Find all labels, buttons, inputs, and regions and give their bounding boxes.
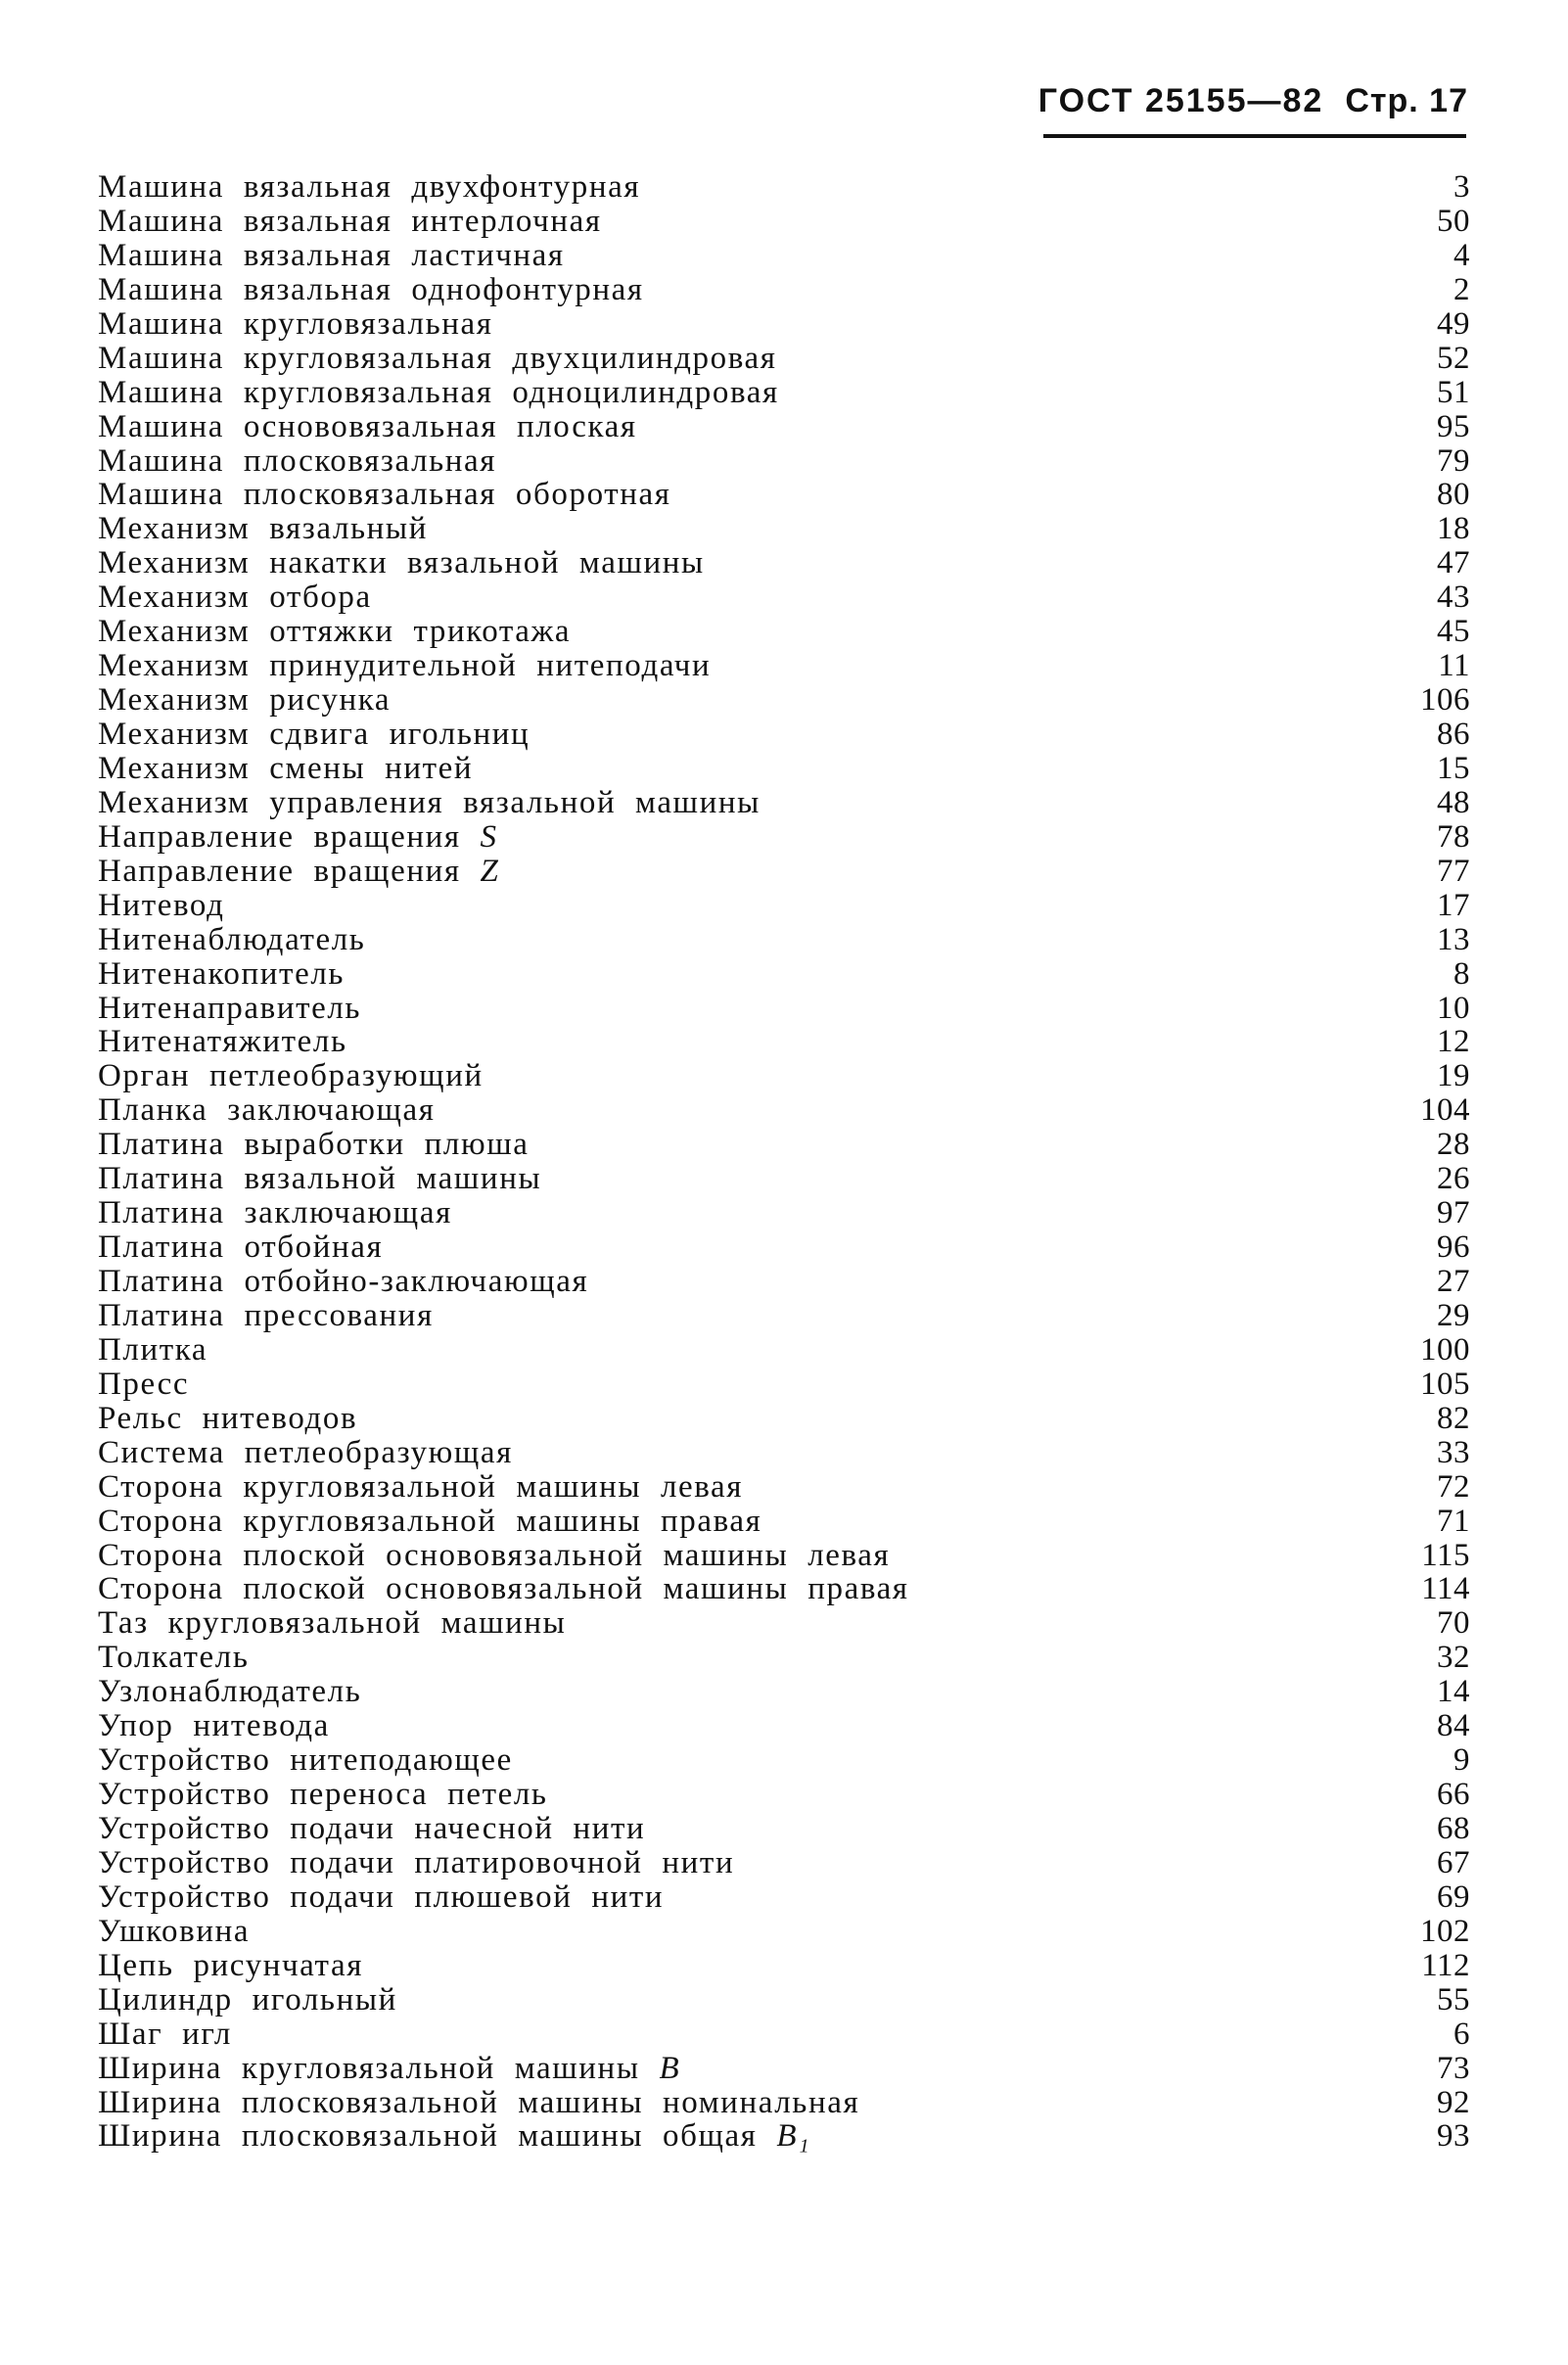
index-term: Платина отбойно-заключающая: [98, 1264, 589, 1299]
index-page-ref: 49: [1437, 305, 1470, 342]
index-term: Устройство подачи начесной нити: [98, 1811, 646, 1846]
index-entry: [98, 1230, 1470, 1265]
index-entry: [98, 273, 1470, 307]
index-page-ref: 26: [1437, 1161, 1470, 1197]
index-entry: [98, 307, 1470, 342]
index-page-ref: 93: [1437, 2118, 1470, 2155]
index-page-ref: 19: [1437, 1058, 1470, 1094]
index-term: Узлонаблюдатель: [98, 1674, 362, 1710]
index-page-ref: 80: [1437, 477, 1470, 513]
index-page-ref: 28: [1437, 1127, 1470, 1163]
index-term: Механизм управления вязальной машины: [98, 784, 761, 820]
index-page-ref: 92: [1437, 2084, 1470, 2120]
index-entry: [98, 1505, 1470, 1539]
index-term: Механизм оттяжки трикотажа: [98, 614, 572, 650]
index-term: Машина кругловязальная: [98, 305, 493, 342]
index-entry: [98, 1606, 1470, 1641]
index-entry: [98, 957, 1470, 992]
index-page-ref: 2: [1453, 271, 1470, 307]
index-entry: [98, 855, 1470, 889]
index-page-ref: 17: [1437, 887, 1470, 923]
index-page-ref: 52: [1437, 340, 1470, 376]
index-term: Платина прессования: [98, 1297, 434, 1333]
index-entry: [98, 1915, 1470, 1949]
index-term: Ушковина: [98, 1913, 251, 1949]
index-term: Сторона плоской основовязальной машины левая: [98, 1537, 891, 1573]
index-entry: [98, 1162, 1470, 1196]
index-term: Машина вязальная двухфонтурная: [98, 169, 641, 205]
index-entry: [98, 1846, 1470, 1880]
index-page-ref: 69: [1437, 1878, 1470, 1915]
index-page-ref: 66: [1437, 1777, 1470, 1813]
index-term: Ширина плосковязальной машины общая B₁: [98, 2118, 811, 2155]
index-entry: [98, 1539, 1470, 1573]
index-term: Машина плосковязальная: [98, 442, 497, 479]
index-term: Машина вязальная однофонтурная: [98, 271, 644, 307]
index-entry: [98, 512, 1470, 546]
index-entry: [98, 1333, 1470, 1368]
index-entry: [98, 1880, 1470, 1915]
index-page-ref: 97: [1437, 1195, 1470, 1231]
index-page-ref: 70: [1437, 1605, 1470, 1642]
index-page-ref: 3: [1453, 169, 1470, 205]
index-term: Упор нитевода: [98, 1708, 330, 1744]
index-page-ref: 13: [1437, 921, 1470, 957]
index-page-ref: 86: [1437, 717, 1470, 752]
index-term: Нитенаправитель: [98, 990, 362, 1026]
index-term: Механизм смены нитей: [98, 750, 474, 786]
index-entry: [98, 239, 1470, 273]
index-term: Платина выработки плюша: [98, 1127, 530, 1163]
index-page-ref: 114: [1421, 1571, 1470, 1607]
index-page-ref: 6: [1453, 2016, 1470, 2052]
index-term: Направление вращения Z: [98, 853, 500, 889]
index-page-ref: 4: [1453, 237, 1470, 273]
index-page-ref: 73: [1437, 2050, 1470, 2086]
index-entry: [98, 444, 1470, 479]
index-page-ref: 18: [1437, 511, 1470, 547]
index-page-ref: 67: [1437, 1844, 1470, 1880]
index-entry: [98, 2052, 1470, 2086]
index-term: Таз кругловязальной машины: [98, 1605, 567, 1642]
index-page-ref: 68: [1437, 1811, 1470, 1846]
index-entry: [98, 342, 1470, 376]
index-page-ref: 104: [1420, 1092, 1470, 1129]
index-entry: [98, 615, 1470, 649]
index-term: Ширина кругловязальной машины B: [98, 2050, 681, 2086]
index-term: Планка заключающая: [98, 1092, 436, 1129]
index-entry: [98, 683, 1470, 718]
index-term: Машина основовязальная плоская: [98, 408, 637, 444]
index-entry: [98, 1641, 1470, 1675]
index-page-ref: 100: [1420, 1331, 1470, 1368]
index-entry: [98, 1196, 1470, 1230]
index-term: Устройство нитеподающее: [98, 1742, 513, 1779]
index-term: Механизм накатки вязальной машины: [98, 545, 705, 581]
index-term: Шаг игл: [98, 2016, 232, 2052]
index-page-ref: 9: [1453, 1742, 1470, 1779]
index-entry: [98, 1572, 1470, 1606]
page-number: Стр. 17: [1345, 82, 1468, 119]
index-entry: [98, 1436, 1470, 1470]
index-term: Система петлеобразующая: [98, 1434, 513, 1470]
index-term: Машина плосковязальная оборотная: [98, 477, 671, 513]
index-entry: [98, 786, 1470, 820]
index-entry: [98, 1059, 1470, 1093]
index-entry: [98, 1675, 1470, 1709]
index-entry: [98, 1709, 1470, 1743]
index-page-ref: 102: [1420, 1913, 1470, 1949]
index-entry: [98, 478, 1470, 512]
index-term: Нитенаблюдатель: [98, 921, 366, 957]
index-entry: [98, 1743, 1470, 1778]
index-entry: [98, 1265, 1470, 1299]
index-entry: [98, 992, 1470, 1026]
index-entry: [98, 376, 1470, 410]
index-entry: [98, 1128, 1470, 1162]
index-page-ref: 15: [1437, 750, 1470, 786]
index-page-ref: 78: [1437, 818, 1470, 855]
index-page-ref: 82: [1437, 1400, 1470, 1436]
index-page-ref: 48: [1437, 784, 1470, 820]
index-page-ref: 14: [1437, 1674, 1470, 1710]
index-entry: [98, 649, 1470, 683]
index-term: Рельс нитеводов: [98, 1400, 358, 1436]
index-term: Машина вязальная интерлочная: [98, 203, 602, 239]
index-term: Машина кругловязальная одноцилиндровая: [98, 374, 779, 410]
index-entry: [98, 1025, 1470, 1059]
index-entry: [98, 546, 1470, 580]
index-page-ref: 115: [1421, 1537, 1470, 1573]
index-term: Цепь рисунчатая: [98, 1947, 364, 1983]
index-term: Направление вращения S: [98, 818, 498, 855]
page-header: [1038, 82, 1468, 141]
index-page-ref: 29: [1437, 1297, 1470, 1333]
index-page-ref: 10: [1437, 990, 1470, 1026]
index-page-ref: 12: [1437, 1024, 1470, 1060]
index-entry: [98, 2017, 1470, 2052]
index-page-ref: 33: [1437, 1434, 1470, 1470]
index-term: Машина кругловязальная двухцилиндровая: [98, 340, 777, 376]
index-entry: [98, 1402, 1470, 1436]
index-entry: [98, 923, 1470, 957]
index-page-ref: 55: [1437, 1981, 1470, 2017]
index-entry: [98, 1299, 1470, 1333]
index-page-ref: 51: [1437, 374, 1470, 410]
index-page-ref: 112: [1421, 1947, 1470, 1983]
index-page-ref: 8: [1453, 955, 1470, 992]
index-page-ref: 79: [1437, 442, 1470, 479]
index-term: Орган петлеобразующий: [98, 1058, 484, 1094]
index-entry: [98, 1949, 1470, 1983]
index-entry: [98, 170, 1470, 205]
index-term: Нитенакопитель: [98, 955, 346, 992]
index-term: Машина вязальная ластичная: [98, 237, 565, 273]
index-term: Устройство переноса петель: [98, 1777, 548, 1813]
index-page-ref: 50: [1437, 203, 1470, 239]
index-term: Цилиндр игольный: [98, 1981, 397, 2017]
index-term: Толкатель: [98, 1640, 250, 1676]
index-page-ref: 106: [1420, 682, 1470, 719]
index-entry: [98, 1812, 1470, 1846]
index-page-ref: 32: [1437, 1640, 1470, 1676]
index-page-ref: 71: [1437, 1503, 1470, 1539]
index-term: Сторона кругловязальной машины правая: [98, 1503, 762, 1539]
index-entry: [98, 889, 1470, 923]
index-term: Пресс: [98, 1366, 190, 1402]
index-entry: [98, 752, 1470, 786]
index-term: Устройство подачи платировочной нити: [98, 1844, 735, 1880]
index-term: Платина отбойная: [98, 1229, 384, 1266]
index-entry: [98, 1368, 1470, 1402]
index-term: Механизм рисунка: [98, 682, 392, 719]
index-term: Устройство подачи плюшевой нити: [98, 1878, 665, 1915]
index-term: Механизм отбора: [98, 580, 372, 616]
index-term: Нитевод: [98, 887, 225, 923]
index-term: Платина вязальной машины: [98, 1161, 542, 1197]
index-entry: [98, 1983, 1470, 2017]
index-entry: [98, 1470, 1470, 1505]
index-page-ref: 72: [1437, 1468, 1470, 1505]
index-page-ref: 11: [1438, 648, 1470, 684]
index-page-ref: 84: [1437, 1708, 1470, 1744]
index-page-ref: 105: [1420, 1366, 1470, 1402]
index-page-ref: 47: [1437, 545, 1470, 581]
index-entry: [98, 820, 1470, 855]
index-page-ref: 77: [1437, 853, 1470, 889]
index-page-ref: 43: [1437, 580, 1470, 616]
index-term: Сторона кругловязальной машины левая: [98, 1468, 744, 1505]
index-term: Механизм вязальный: [98, 511, 428, 547]
index-page-ref: 95: [1437, 408, 1470, 444]
index-entry: [98, 580, 1470, 615]
index-term: Ширина плосковязальной машины номинальная: [98, 2084, 860, 2120]
index-page-ref: 96: [1437, 1229, 1470, 1266]
index-term: Платина заключающая: [98, 1195, 452, 1231]
index-entry: [98, 410, 1470, 444]
index-entry: [98, 2119, 1470, 2154]
index-entry: [98, 1093, 1470, 1128]
index-entry: [98, 1778, 1470, 1812]
header-rule: [1043, 134, 1466, 138]
standard-number: ГОСТ 25155—82: [1038, 82, 1324, 119]
index-page-ref: 27: [1437, 1264, 1470, 1299]
index-page-ref: 45: [1437, 614, 1470, 650]
index-term: Плитка: [98, 1331, 208, 1368]
alphabetical-index: [98, 170, 1470, 2154]
index-term: Нитенатяжитель: [98, 1024, 347, 1060]
index-term: Механизм сдвига игольниц: [98, 717, 530, 752]
index-entry: [98, 205, 1470, 239]
index-term: Сторона плоской основовязальной машины правая: [98, 1571, 909, 1607]
index-term: Механизм принудительной нитеподачи: [98, 648, 712, 684]
index-entry: [98, 718, 1470, 752]
index-entry: [98, 2086, 1470, 2120]
